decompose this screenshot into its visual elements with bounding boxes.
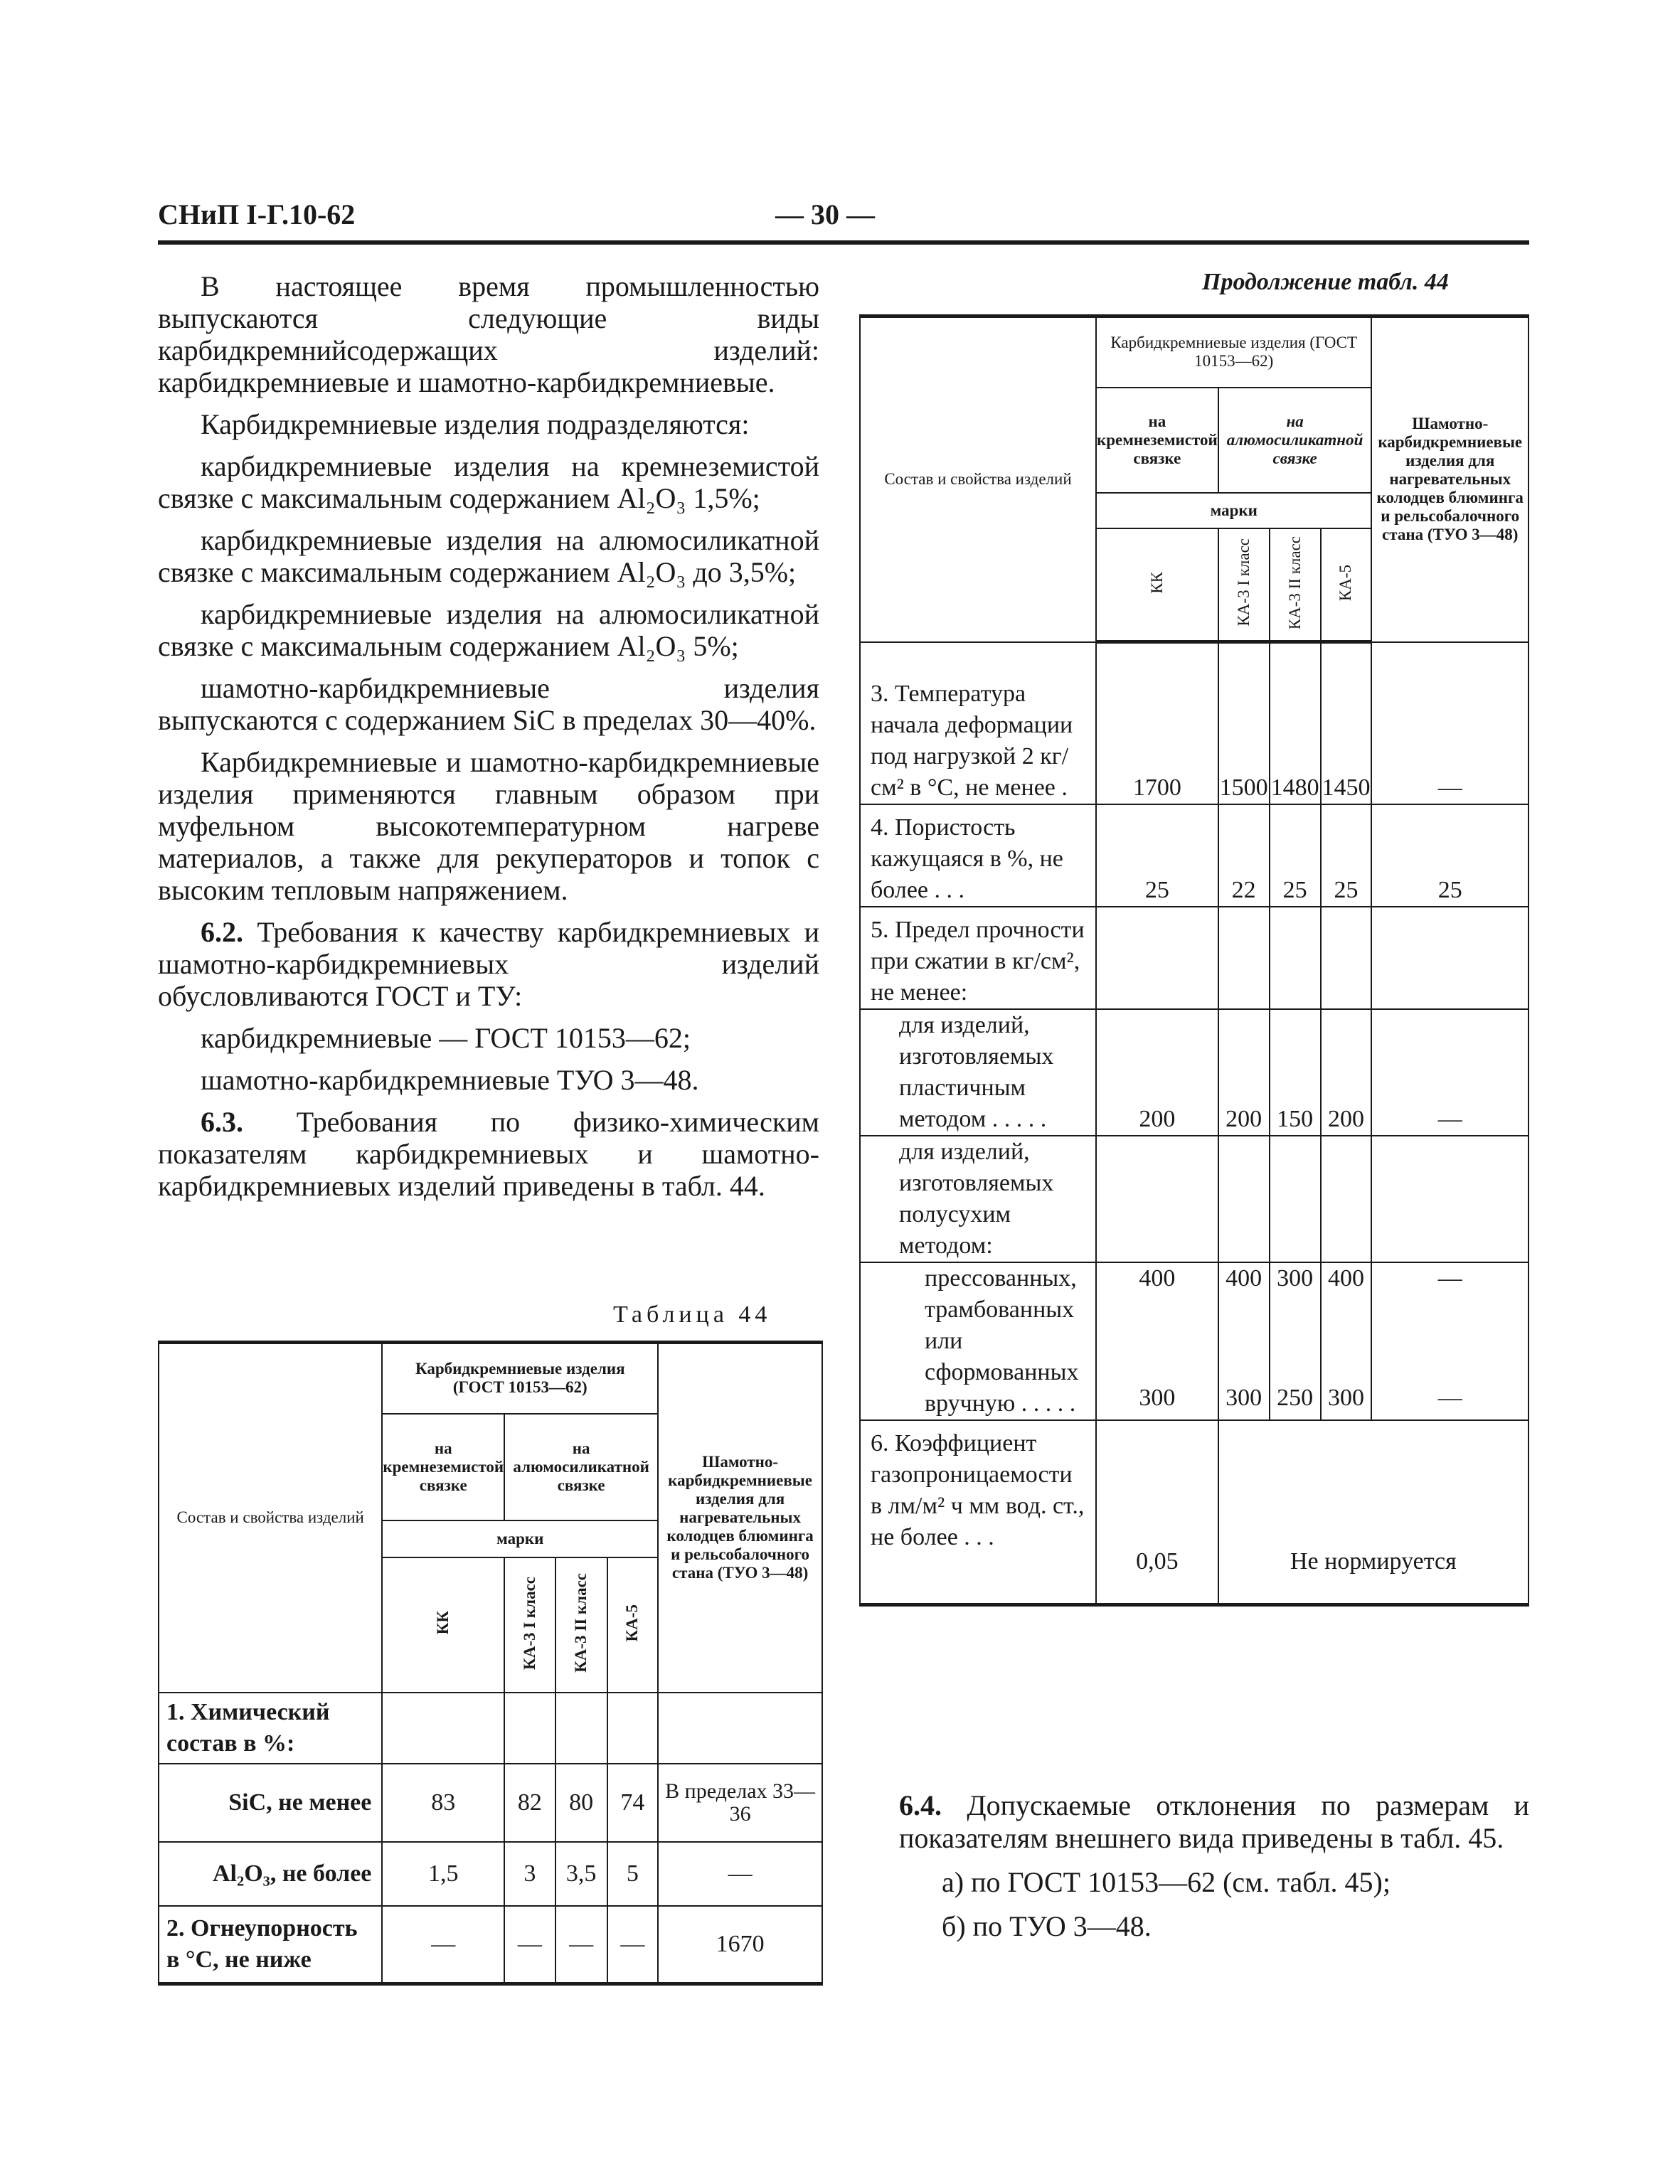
cell-ka3-2 — [555, 1693, 607, 1764]
row-label: для изделий, изготовляемых пластичным методом . . . . . — [860, 1009, 1096, 1136]
cell-ka5: 25 — [1321, 804, 1372, 907]
cell-ka3-2 — [1270, 907, 1321, 1009]
list-item: карбидкремниевые изделия на алюмосиликатной связке с максимальным содержанием Al₂O₃ до 3,5%; — [158, 524, 819, 588]
cell-ka3-1 — [1218, 1136, 1270, 1262]
table-row — [159, 1842, 822, 1906]
cell-ka5 — [1321, 1136, 1372, 1262]
cell-chamotte — [658, 1693, 822, 1764]
grade-ka3-2: КА-3 II класс — [1285, 536, 1304, 629]
section-number: 6.3. — [201, 1106, 243, 1138]
table-row — [860, 1262, 1529, 1420]
cell-not-normalized: Не нормируется — [1218, 1420, 1529, 1605]
left-text-column — [158, 270, 819, 1212]
cell-ka3-2: — — [555, 1906, 607, 1984]
paragraph: В настоящее время промышленностью выпускаются следующие виды карбидкремнийсодержащих изделий: карбидкремниевые и шамотно-карбидкремниевые. — [158, 270, 819, 398]
header-grades: марки — [1096, 493, 1371, 528]
list-item: б) по ТУО 3—48. — [942, 1910, 1152, 1942]
cell-ka3-2: 25 — [1270, 804, 1321, 907]
grade-ka3-1: КА-3 I класс — [1234, 538, 1253, 627]
header-ka5 — [607, 1557, 659, 1693]
section-number: 6.4. — [899, 1789, 942, 1821]
cell-ka3-1: 1500 — [1218, 642, 1270, 804]
value-manual: 300 — [1327, 1384, 1364, 1411]
cell-ka5: 74 — [607, 1764, 659, 1842]
cell-ka3-2 — [1270, 1136, 1321, 1262]
grade-ka5: КА-5 — [623, 1604, 642, 1642]
cell-chamotte — [1371, 907, 1529, 1009]
paragraph-text: Допускаемые отклонения по размерам и показателям внешнего вида приведены в табл. 45. — [899, 1789, 1529, 1854]
value-pressed: — — [1437, 1264, 1462, 1291]
cell-ka3-1 — [504, 1693, 555, 1764]
row-label: 3. Температура начала деформации под нагрузкой 2 кг/см² в °С, не менее . — [860, 642, 1096, 804]
cell-ka3-2: 1480 — [1270, 642, 1321, 804]
cell-kk: 25 — [1096, 804, 1218, 907]
header-silica-bond: на кремнеземистой связке — [382, 1414, 504, 1520]
row-label: для изделий, изготовляемых полусухим методом: — [860, 1136, 1096, 1262]
cell-ka3-1: — — [504, 1906, 555, 1984]
cell-ka3-2: 150 — [1270, 1009, 1321, 1136]
cell-ka3-1: 82 — [504, 1764, 555, 1842]
row-label: SiC, не менее — [159, 1764, 382, 1842]
table-row — [159, 1693, 822, 1764]
header-ka5 — [1321, 528, 1372, 642]
table-row — [860, 1420, 1529, 1605]
paragraph — [899, 1789, 1529, 1855]
page-number: — 30 — — [775, 198, 875, 230]
value-manual: 300 — [1226, 1384, 1262, 1411]
list-item: карбидкремниевые изделия на кремнеземистой связке с максимальным содержанием Al₂O₃ 1,5%; — [158, 450, 819, 514]
cell-ka5: — — [607, 1906, 659, 1984]
table-row — [159, 1764, 822, 1842]
paragraph-text: Требования по физико-химическим показателям карбидкремниевых и шамотно-карбидкремниевых изделий приведены в табл. 44. — [158, 1106, 819, 1202]
header-sic-group: Карбидкремниевые изделия (ГОСТ 10153—62) — [1096, 316, 1371, 388]
header-props: Состав и свойства изделий — [159, 1343, 382, 1693]
table-caption: Таблица 44 — [613, 1301, 772, 1328]
table-row — [860, 642, 1529, 804]
cell-ka5 — [1321, 1262, 1372, 1420]
paragraph: Карбидкремниевые изделия подразделяются: — [201, 408, 750, 440]
header-silica-bond: на кремнеземистой связке — [1096, 388, 1218, 493]
table-44 — [158, 1341, 823, 1986]
paragraph — [158, 916, 819, 1012]
value-manual: — — [1437, 1384, 1462, 1411]
cell-ka3-2 — [1270, 1262, 1321, 1420]
cell-chamotte — [1371, 1262, 1529, 1420]
row-label: 2. Огнеупорность в °С, не ниже — [159, 1906, 382, 1984]
table-row — [860, 804, 1529, 907]
grade-ka3-2: КА-3 II класс — [572, 1573, 590, 1673]
grade-ka3-1: КА-3 I класс — [520, 1576, 538, 1670]
cell-chamotte: 25 — [1371, 804, 1529, 907]
cell-ka3-1 — [1218, 907, 1270, 1009]
table-row — [860, 1136, 1529, 1262]
paragraph-text: Требования к качеству карбидкремниевых и шамотно-карбидкремниевых изделий обусловливаются ГОСТ и ТУ: — [158, 916, 819, 1012]
list-item: карбидкремниевые изделия на алюмосиликатной связке с максимальным содержанием Al₂O₃ 5%; — [158, 598, 819, 662]
cell-ka5: 5 — [607, 1842, 659, 1906]
cell-ka3-1: 22 — [1218, 804, 1270, 907]
cell-ka3-1: 200 — [1218, 1009, 1270, 1136]
row-label: 1. Химический состав в %: — [159, 1693, 382, 1764]
row-label: 5. Предел прочности при сжатии в кг/см², не менее: — [860, 907, 1096, 1009]
table-row — [860, 1009, 1529, 1136]
value-manual: 250 — [1277, 1384, 1314, 1411]
cell-kk: 0,05 — [1096, 1420, 1218, 1605]
header-ka3-2 — [1270, 528, 1321, 642]
table-row — [159, 1906, 822, 1984]
cell-ka3-2: 3,5 — [555, 1842, 607, 1906]
cell-chamotte: — — [658, 1842, 822, 1906]
value-pressed: 400 — [1226, 1264, 1262, 1291]
cell-chamotte: В пределах 33—36 — [658, 1764, 822, 1842]
header-grades: марки — [382, 1520, 658, 1557]
cell-chamotte: — — [1371, 642, 1529, 804]
cell-chamotte: 1670 — [658, 1906, 822, 1984]
header-chamotte: Шамотно-карбидкремниевые изделия для нагревательных колодцев блюминга и рельсобалочного стана (ТУО 3—48) — [658, 1343, 822, 1693]
row-label: 4. Пористость кажущаяся в %, не более . . . — [860, 804, 1096, 907]
header-kk — [382, 1557, 504, 1693]
header-alum-bond: на алюмосиликатной связке — [1218, 388, 1372, 493]
cell-kk — [1096, 907, 1218, 1009]
cell-kk — [1096, 1136, 1218, 1262]
header-props: Состав и свойства изделий — [860, 316, 1096, 642]
cell-kk: 1700 — [1096, 642, 1218, 804]
cell-kk: 200 — [1096, 1009, 1218, 1136]
cell-ka5 — [607, 1693, 659, 1764]
cell-ka3-1 — [1218, 1262, 1270, 1420]
cell-kk: — — [382, 1906, 504, 1984]
value-manual: 300 — [1139, 1384, 1176, 1411]
header-alum-bond: на алюмосиликатной связке — [504, 1414, 658, 1520]
cell-kk — [1096, 1262, 1218, 1420]
table-44-continued — [859, 314, 1529, 1607]
cell-chamotte — [1371, 1136, 1529, 1262]
header-chamotte: Шамотно-карбидкремниевые изделия для нагревательных колодцев блюминга и рельсобалочного стана (ТУО 3—48) — [1371, 316, 1529, 642]
list-item: карбидкремниевые — ГОСТ 10153—62; — [201, 1022, 691, 1054]
cell-kk — [382, 1693, 504, 1764]
grade-ka5: КА-5 — [1336, 564, 1355, 601]
cell-kk: 83 — [382, 1764, 504, 1842]
cell-chamotte: — — [1371, 1009, 1529, 1136]
table-row — [860, 907, 1529, 1009]
row-label: прессованных, трамбованных или сформованных вручную . . . . . — [860, 1262, 1096, 1420]
header-sic-group: Карбидкремниевые изделия (ГОСТ 10153—62) — [382, 1343, 658, 1414]
continuation-caption: Продолжение табл. 44 — [1202, 269, 1449, 295]
list-item: шамотно-карбидкремниевые изделия выпускаются с содержанием SiC в пределах 30—40%. — [158, 672, 819, 736]
header-rule — [158, 240, 1529, 245]
header-ka3-1 — [504, 1557, 555, 1693]
value-pressed: 400 — [1327, 1264, 1364, 1291]
right-text-column — [899, 1789, 1529, 1954]
list-item: а) по ГОСТ 10153—62 (см. табл. 45); — [942, 1866, 1391, 1898]
cell-ka3-2: 80 — [555, 1764, 607, 1842]
value-pressed: 400 — [1139, 1264, 1176, 1291]
header-kk — [1096, 528, 1218, 642]
cell-ka5: 1450 — [1321, 642, 1372, 804]
cell-ka5 — [1321, 907, 1372, 1009]
cell-ka5: 200 — [1321, 1009, 1372, 1136]
paragraph — [158, 1106, 819, 1202]
document-code: СНиП I-Г.10-62 — [158, 198, 356, 230]
header-ka3-1 — [1218, 528, 1270, 642]
cell-ka3-1: 3 — [504, 1842, 555, 1906]
value-pressed: 300 — [1277, 1264, 1314, 1291]
cell-kk: 1,5 — [382, 1842, 504, 1906]
grade-kk: КК — [1147, 571, 1166, 594]
row-label: Al₂O₃, не более — [159, 1842, 382, 1906]
paragraph: Карбидкремниевые и шамотно-карбидкремниевые изделия применяются главным образом при муфельном высокотемпературном нагреве материалов, а также для рекуператоров и топок с высоким тепловым напряжением. — [158, 746, 819, 906]
grade-kk: КК — [434, 1611, 452, 1635]
list-item: шамотно-карбидкремниевые ТУО 3—48. — [201, 1064, 699, 1096]
header-ka3-2 — [555, 1557, 607, 1693]
row-label: 6. Коэффициент газопроницаемости в лм/м² ч мм вод. ст., не более . . . — [860, 1420, 1096, 1605]
section-number: 6.2. — [201, 916, 243, 948]
